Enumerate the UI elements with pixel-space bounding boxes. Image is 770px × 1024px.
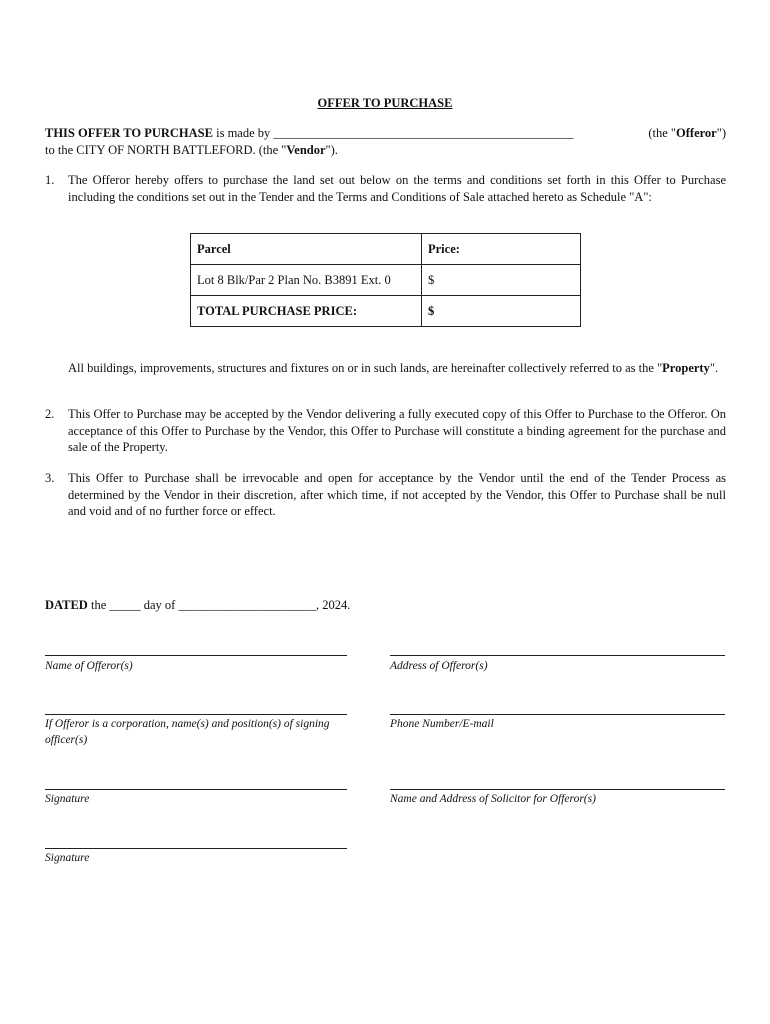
clause-text: This Offer to Purchase may be accepted by the Vendor delivering a fully executed copy of this Offer to Purchase to the Offeror. On acceptance of this Offer to Purchase by the Vendor, this Offer to Purchase will constitute a binding agreement for the purchase and sale of the Property.: [68, 407, 726, 454]
name-of-offeror-label: Name of Offeror(s): [45, 660, 133, 672]
clause-2: [45, 406, 726, 456]
signature-line: [45, 848, 347, 849]
clause-3: [45, 470, 726, 520]
price-header: Price:: [422, 234, 581, 265]
intro-line-1: [45, 125, 573, 142]
phone-email-label: Phone Number/E-mail: [390, 718, 494, 730]
signature-label: Signature: [45, 793, 90, 805]
clause-number: 2.: [45, 407, 55, 421]
table-row: [191, 265, 581, 296]
table-row: [191, 234, 581, 265]
clause-number: 3.: [45, 471, 55, 485]
clause-text: The Offeror hereby offers to purchase the land set out below on the terms and conditions set forth in this Offer to Purchase including the conditions set out in the Tender and the Terms and Conditions of Sale attached hereto as Schedule "A":: [68, 173, 726, 204]
parcel-description: Lot 8 Blk/Par 2 Plan No. B3891 Ext. 0: [191, 265, 422, 296]
signature-label: Signature: [45, 852, 90, 864]
solicitor-label: Name and Address of Solicitor for Offeror(s): [390, 793, 596, 805]
table-row: [191, 296, 581, 327]
signature-line: [390, 655, 725, 656]
signature-line: [390, 714, 725, 715]
signature-line: [390, 789, 725, 790]
intro-lead: THIS OFFER TO PURCHASE: [45, 126, 213, 140]
total-price: $: [422, 296, 581, 327]
signature-line: [45, 655, 347, 656]
intro-paragraph: [45, 125, 726, 158]
parcel-header: Parcel: [191, 234, 422, 265]
address-of-offeror-label: Address of Offeror(s): [390, 660, 488, 672]
total-label: TOTAL PURCHASE PRICE:: [191, 296, 422, 327]
property-definition: All buildings, improvements, structures and fixtures on or in such lands, are hereinafter collectively referred to as the "Property".: [68, 361, 719, 375]
parcel-table: [190, 233, 581, 327]
intro-made-by: is made by: [212, 126, 274, 140]
clause-number: 1.: [45, 173, 55, 187]
signature-line: [45, 714, 347, 715]
dated-line: DATED the _____ day of ______________________, 2024.: [45, 598, 351, 612]
parcel-price: $: [422, 265, 581, 296]
signature-line: [45, 789, 347, 790]
intro-line-2: to the CITY OF NORTH BATTLEFORD. (the "Vendor").: [45, 142, 338, 157]
clause-text: This Offer to Purchase shall be irrevocable and open for acceptance by the Vendor until the end of the Tender Process as determined by the Vendor in their discretion, after which time, if not accepted by the Vendor, this Offer to Purchase shall be null and void and of no further force or effect.: [68, 471, 726, 518]
offeror-name-blank: ________________________________________________: [273, 126, 574, 140]
offeror-definition: (the "Offeror"): [648, 126, 726, 140]
corporation-officers-label: If Offeror is a corporation, name(s) and position(s) of signing officer(s): [45, 718, 330, 746]
clause-1: [45, 172, 726, 205]
document-title: OFFER TO PURCHASE: [317, 96, 453, 110]
